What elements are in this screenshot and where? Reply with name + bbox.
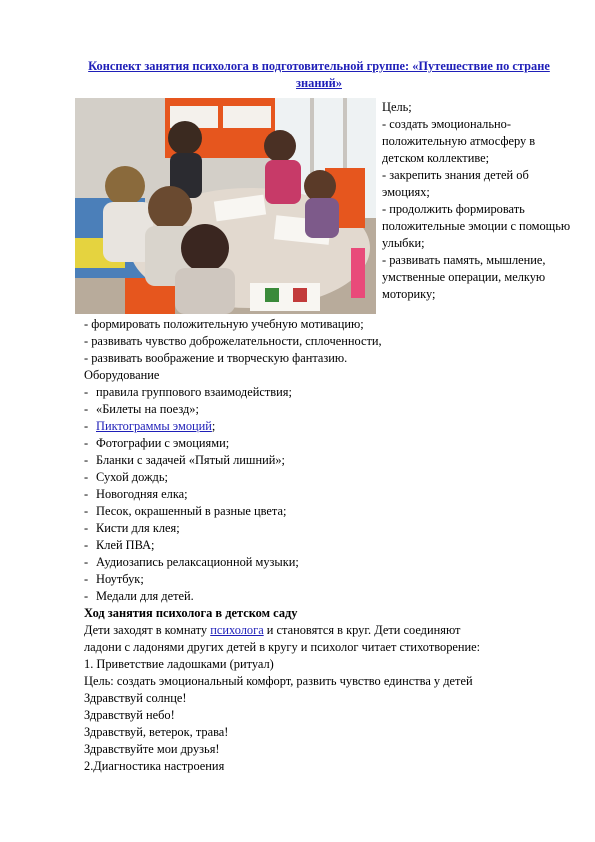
- equipment-item: - Кисти для клея;: [84, 521, 180, 535]
- poem-line: Здравствуй небо!: [84, 708, 175, 722]
- equipment-item: - «Билеты на поезд»;: [84, 402, 199, 416]
- equipment-item: - Медали для детей.: [84, 589, 194, 603]
- step-1-goal: Цель: создать эмоциональный комфорт, развить чувство единства у детей: [84, 674, 473, 688]
- document-title[interactable]: Конспект занятия психолога в подготовительной группе: «Путешествие по стране знаний»: [88, 59, 550, 90]
- goal-item: - развивать воображение и творческую фантазию.: [84, 351, 348, 365]
- equipment-item: - Аудиозапись релаксационной музыки;: [84, 555, 299, 569]
- pictograms-link[interactable]: Пиктограммы эмоций: [96, 419, 212, 433]
- equipment-item: - Песок, окрашенный в разные цвета;: [84, 504, 287, 518]
- equipment-item: - Ноутбук;: [84, 572, 144, 586]
- equipment-item: - Пиктограммы эмоций;: [84, 419, 216, 433]
- lesson-heading: Ход занятия психолога в детском саду: [84, 606, 298, 620]
- equipment-item: - Фотографии с эмоциями;: [84, 436, 230, 450]
- photo-illustration: [75, 98, 376, 314]
- document-body: [84, 316, 554, 775]
- equipment-list: [84, 384, 554, 605]
- goal-list-top: [382, 99, 572, 303]
- poem-line: Здравствуй солнце!: [84, 691, 187, 705]
- children-at-table-photo: [75, 98, 376, 314]
- lesson-intro-line2: ладони с ладонями других детей в кругу и психолог читает стихотворение:: [84, 640, 481, 654]
- goal-item: - продолжить формировать положительные эмоции с помощью улыбки;: [382, 202, 571, 250]
- equipment-item: - Клей ПВА;: [84, 538, 155, 552]
- goal-heading: Цель;: [382, 100, 412, 114]
- equipment-item: - Бланки с задачей «Пятый лишний»;: [84, 453, 285, 467]
- goal-item: - развивать чувство доброжелательности, сплоченности,: [84, 334, 382, 348]
- poem-line: Здравствуй, ветерок, трава!: [84, 725, 229, 739]
- goal-item: - создать эмоционально-положительную атмосферу в детском коллективе;: [382, 117, 536, 165]
- goal-item: - развивать память, мышление, умственные операции, мелкую моторику;: [382, 253, 546, 301]
- lesson-intro: Дети заходят в комнату психолога и становятся в круг. Дети соединяют: [84, 623, 461, 637]
- equipment-item: - Сухой дождь;: [84, 470, 168, 484]
- step-2: 2.Диагностика настроения: [84, 759, 225, 773]
- equipment-heading: Оборудование: [84, 368, 160, 382]
- equipment-item: - правила группового взаимодействия;: [84, 385, 292, 399]
- psychologist-link[interactable]: психолога: [210, 623, 264, 637]
- equipment-item: - Новогодняя елка;: [84, 487, 188, 501]
- step-1: 1. Приветствие ладошками (ритуал): [84, 657, 274, 671]
- goal-item: - формировать положительную учебную мотивацию;: [84, 317, 364, 331]
- goal-list-continued: [84, 316, 554, 367]
- poem-line: Здравствуйте мои друзья!: [84, 742, 220, 756]
- goal-item: - закрепить знания детей об эмоциях;: [382, 168, 529, 199]
